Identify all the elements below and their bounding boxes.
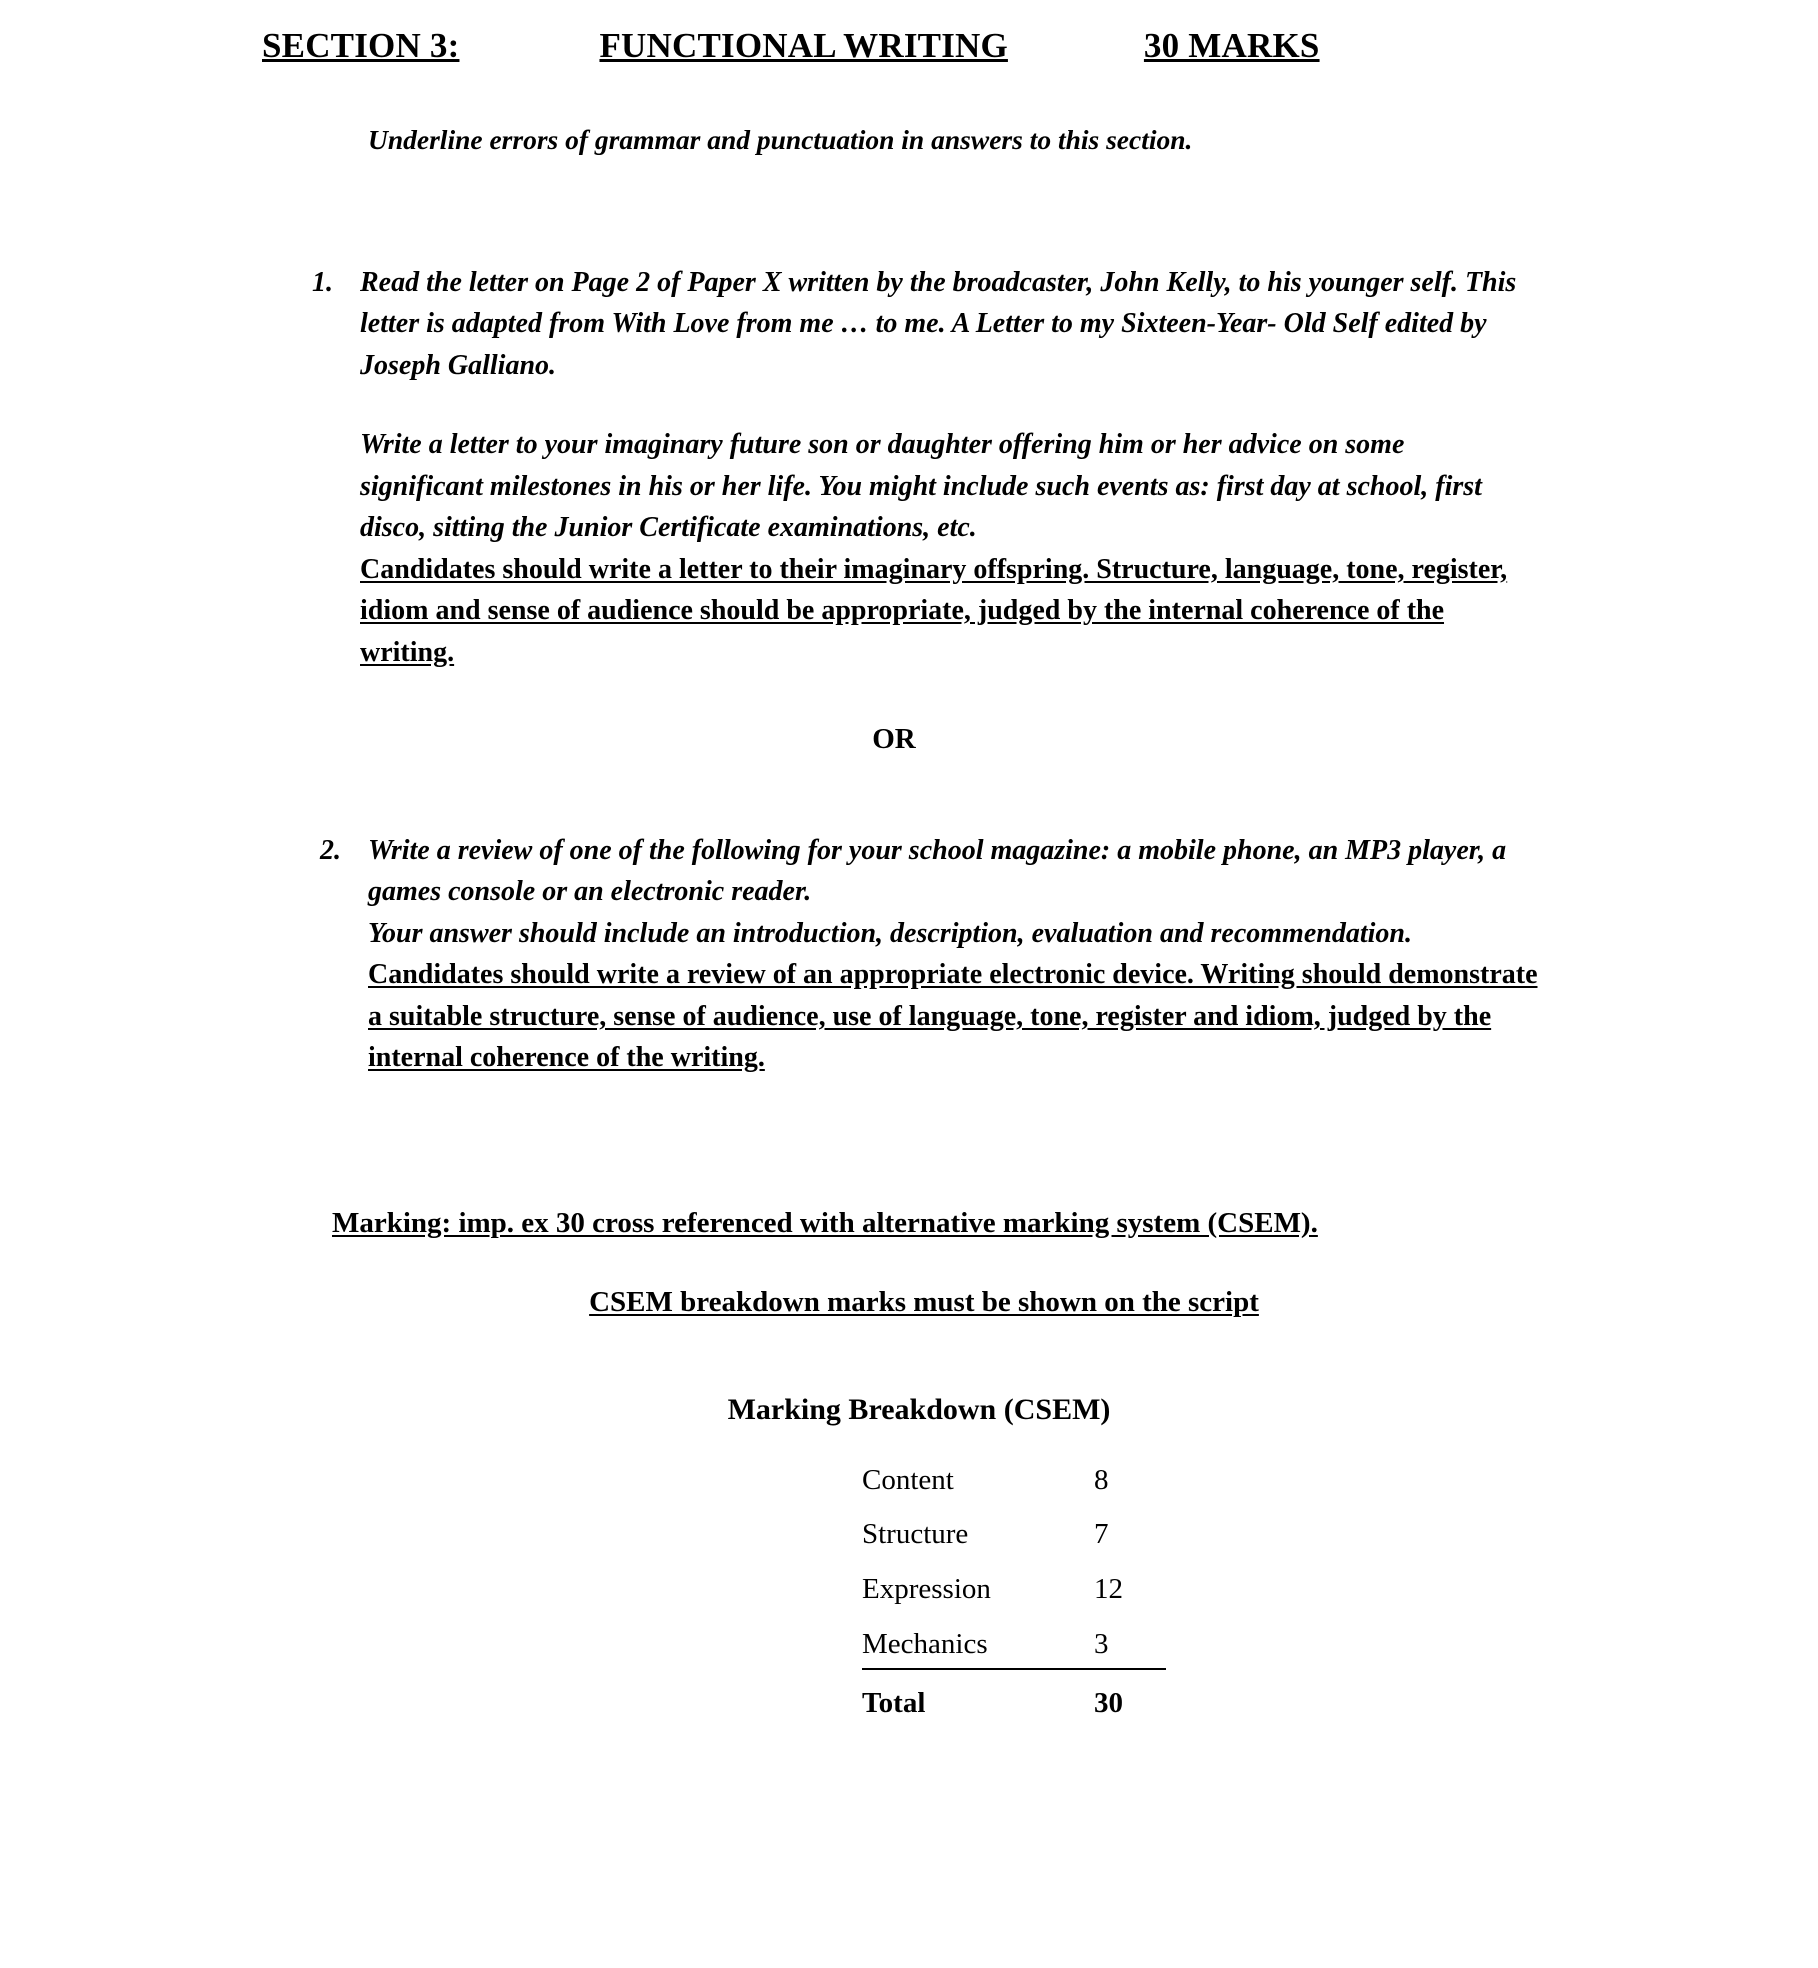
breakdown-label-content: Content bbox=[862, 1463, 954, 1496]
question-1-number: 1. bbox=[312, 267, 333, 298]
breakdown-value-structure: 7 bbox=[1094, 1518, 1109, 1551]
breakdown-label-structure: Structure bbox=[862, 1518, 969, 1551]
breakdown-value-total: 30 bbox=[1094, 1686, 1123, 1719]
table-row bbox=[862, 1617, 1166, 1669]
table-row bbox=[862, 1507, 1166, 1562]
question-2-answer-note: Candidates should write a review of an appropriate electronic device. Writing should demonstrate a suitable structure, sense of audience, use of language, tone, register and idiom, judged by the internal coherence of the writing. bbox=[368, 959, 1538, 1074]
question-2 bbox=[72, 830, 1746, 1079]
question-2-prompt-2: Your answer should include an introduction, description, evaluation and recommendation. bbox=[368, 917, 1412, 949]
breakdown-value-mechanics: 3 bbox=[1080, 1617, 1166, 1669]
or-divider: OR bbox=[872, 722, 916, 755]
question-2-body bbox=[368, 830, 1540, 1079]
breakdown-value-expression: 12 bbox=[1094, 1573, 1123, 1606]
table-row bbox=[862, 1562, 1166, 1617]
breakdown-label-total: Total bbox=[862, 1686, 926, 1719]
question-1 bbox=[72, 262, 1746, 673]
breakdown-label-mechanics: Mechanics bbox=[862, 1617, 1080, 1669]
section-label: SECTION 3: bbox=[262, 26, 460, 65]
question-2-prompt-1: Write a review of one of the following for your school magazine: a mobile phone, an MP3 player, a games console or an electronic reader. bbox=[368, 834, 1507, 908]
table-row-total bbox=[862, 1669, 1166, 1731]
section-instruction: Underline errors of grammar and punctuation in answers to this section. bbox=[368, 124, 1193, 155]
marking-breakdown-table bbox=[862, 1453, 1166, 1731]
breakdown-title: Marking Breakdown (CSEM) bbox=[727, 1392, 1111, 1426]
section-title: FUNCTIONAL WRITING bbox=[599, 26, 1008, 65]
breakdown-value-content: 8 bbox=[1094, 1463, 1109, 1496]
question-1-prompt-2: Write a letter to your imaginary future son or daughter offering him or her advice on some significant milestones in his or her life. You might include such events as: first day at school, first disco, sitting the Junior Certificate examinations, etc. bbox=[360, 429, 1482, 544]
marking-note: Marking: imp. ex 30 cross referenced with alternative marking system (CSEM). bbox=[332, 1206, 1318, 1239]
question-2-number: 2. bbox=[320, 834, 341, 866]
section-header bbox=[72, 26, 1746, 66]
question-1-body bbox=[360, 262, 1532, 673]
table-row bbox=[862, 1453, 1166, 1508]
question-1-answer-note: Candidates should write a letter to their imaginary offspring. Structure, language, tone, register, idiom and sense of audience should be appropriate, judged by the internal coherence of the writing. bbox=[360, 553, 1508, 668]
breakdown-label-expression: Expression bbox=[862, 1573, 991, 1606]
csem-note: CSEM breakdown marks must be shown on the script bbox=[589, 1285, 1259, 1318]
question-1-prompt-1: Read the letter on Page 2 of Paper X written by the broadcaster, John Kelly, to his younger self. This letter is adapted from With Love from me … to me. A Letter to my Sixteen-Year- Old Self edited by Joseph Galliano. bbox=[360, 267, 1517, 381]
section-marks: 30 MARKS bbox=[1143, 26, 1320, 65]
